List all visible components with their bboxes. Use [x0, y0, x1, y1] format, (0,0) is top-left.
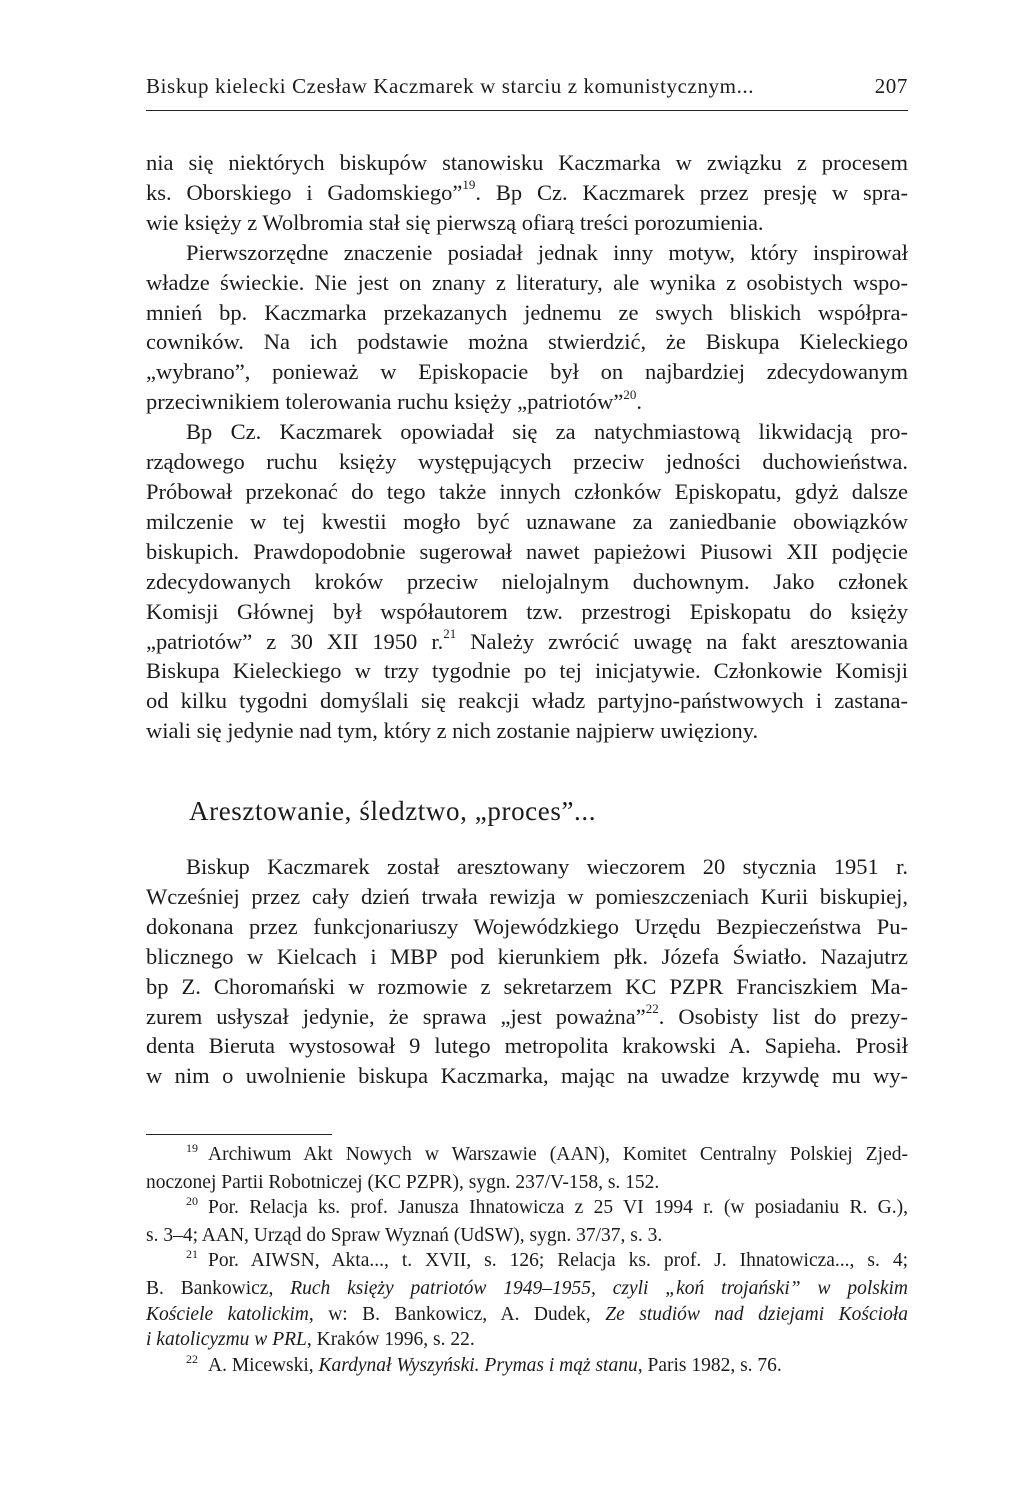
running-head-title: Biskup kielecki Czesław Kaczmarek w starciu z komunistycznym... [146, 74, 755, 98]
body-line: przeciwnikiem tolerowania ruchu księży „patriotów”$^{20}$. [146, 386, 642, 415]
footnote-ref-21: 21 [443, 626, 457, 641]
footnote-ref-19: 19 [462, 177, 476, 193]
body-line: cowników. Na ich podstawie można stwierdzić, że Biskupa Kieleckiego [146, 329, 908, 355]
body-line: Bp Cz. Kaczmarek opowiadał się za natychmiastową likwidacją pro- [186, 419, 908, 445]
body-line: Komisji Głównej był współautorem tzw. przestrogi Episkopatu do księży [146, 598, 908, 624]
section-line: Wcześniej przez cały dzień trwała rewizja w pomieszczeniach Kurii biskupiej, [146, 883, 908, 909]
section-heading: Aresztowanie, śledztwo, „proces”... [189, 796, 597, 826]
footnote-20: $^{20}$ Por. Relacja ks. prof. Janusza Ihnatowicza z 25 VI 1994 r. (w posiadaniu R. G.), [186, 1194, 908, 1219]
body-text [146, 148, 908, 746]
body-line: władze świeckie. Nie jest on znany z literatury, ale wynika z osobistych wspo- [146, 269, 908, 295]
body-line: mnień bp. Kaczmarka przekazanych jednemu ze swych bliskich współpra- [146, 299, 908, 325]
section-line: blicznego w Kielcach i MBP pod kierunkiem płk. Józefa Światło. Nazajutrz [146, 943, 908, 969]
footnote-line: B. Bankowicz, Ruch księży patriotów 1949–1955, czyli „koń trojański” w polskim [146, 1277, 908, 1299]
footnotes [146, 1142, 908, 1380]
header-rule [146, 110, 908, 111]
footnote-line: s. 3–4; AAN, Urząd do Spraw Wyznań (UdSW), sygn. 37/37, s. 3. [146, 1224, 663, 1246]
running-head [146, 74, 908, 99]
footnote-line: i katolicyzmu w PRL, Kraków 1996, s. 22. [146, 1329, 475, 1351]
body-line: zdecydowanych kroków przeciw nielojalnym duchownym. Jako członek [146, 568, 908, 594]
body-line: Pierwszorzędne znaczenie posiadał jednak inny motyw, który inspirował [186, 239, 908, 265]
body-line: nia się niektórych biskupów stanowisku Kaczmarka w związku z procesem [146, 150, 908, 175]
section-line: zurem usłyszał jedynie, że sprawa „jest poważna”$^{22}$. Osobisty list do prezy- [146, 1001, 908, 1029]
footnote-19: $^{19}$ Archiwum Akt Nowych w Warszawie (AAN), Komitet Centralny Polskiej Zjed- [186, 1141, 908, 1165]
body-line: Próbował przekonać do tego także innych członków Episkopatu, gdyż dalsze [146, 478, 908, 504]
body-line: od kilku tygodni domyślali się reakcji władz partyjno-państwowych i zastana- [146, 688, 908, 714]
body-line: wiali się jedynie nad tym, który z nich zostanie najpierw uwięziony. [146, 718, 759, 744]
footnote-line: noczonej Partii Robotniczej (KC PZPR), sygn. 237/V-158, s. 152. [146, 1171, 660, 1193]
body-line: milczenie w tej kwestii mogło być uznawane za zaniedbanie obowiązków [146, 508, 908, 534]
section-line: dokonana przez funkcjonariuszy Wojewódzkiego Urzędu Bezpieczeństwa Pu- [146, 913, 908, 939]
footnote-line: Kościele katolickim, w: B. Bankowicz, A. Dudek, Ze studiów nad dziejami Kościoła [146, 1303, 908, 1325]
footnote-ref-22: 22 [645, 1001, 659, 1017]
body-line: „wybrano”, ponieważ w Episkopacie był on najbardziej zdecydowanym [146, 359, 908, 385]
body-line: ks. Oborskiego i Gadomskiego”$^{19}$. Bp Cz. Kaczmarek przez presję w spra- [146, 177, 908, 205]
section-line: Biskup Kaczmarek został aresztowany wieczorem 20 stycznia 1951 r. [186, 854, 908, 879]
section-line: bp Z. Choromański w rozmowie z sekretarzem KC PZPR Franciszkiem Ma- [146, 973, 908, 999]
body-line: Biskupa Kieleckiego w trzy tygodnie po tej inicjatywie. Członkowie Komisji [146, 658, 908, 684]
body-line: wie księży z Wolbromia stał się pierwszą ofiarą treści porozumienia. [146, 209, 764, 235]
body-line: rządowego ruchu księży występujących przeciw jedności duchowieństwa. [146, 449, 908, 475]
section-line: w nim o uwolnienie biskupa Kaczmarka, mając na uwadze krzywdę mu wy- [146, 1063, 908, 1089]
footnote-rule [146, 1134, 332, 1135]
page-number: 207 [874, 74, 908, 98]
footnote-21: $^{21}$ Por. AIWSN, Akta..., t. XVII, s. 126; Relacja ks. prof. J. Ihnatowicza..., s. 4; [186, 1247, 908, 1272]
body-line: „patriotów” z 30 XII 1950 r.$^{21}$ Należy zwrócić uwagę na fakt aresztowania [146, 626, 908, 654]
footnote-ref-20: 20 [623, 386, 637, 402]
section-line: denta Bieruta wystosował 9 lutego metropolita krakowski A. Sapieha. Prosił [146, 1033, 908, 1059]
section-text [146, 852, 908, 1091]
body-line: biskupich. Prawdopodobnie sugerował nawet papieżowi Piusowi XII podjęcie [146, 538, 908, 564]
footnote-22: $^{22}$ A. Micewski, Kardynał Wyszyński. Prymas i mąż stanu, Paris 1982, s. 76. [186, 1351, 782, 1376]
